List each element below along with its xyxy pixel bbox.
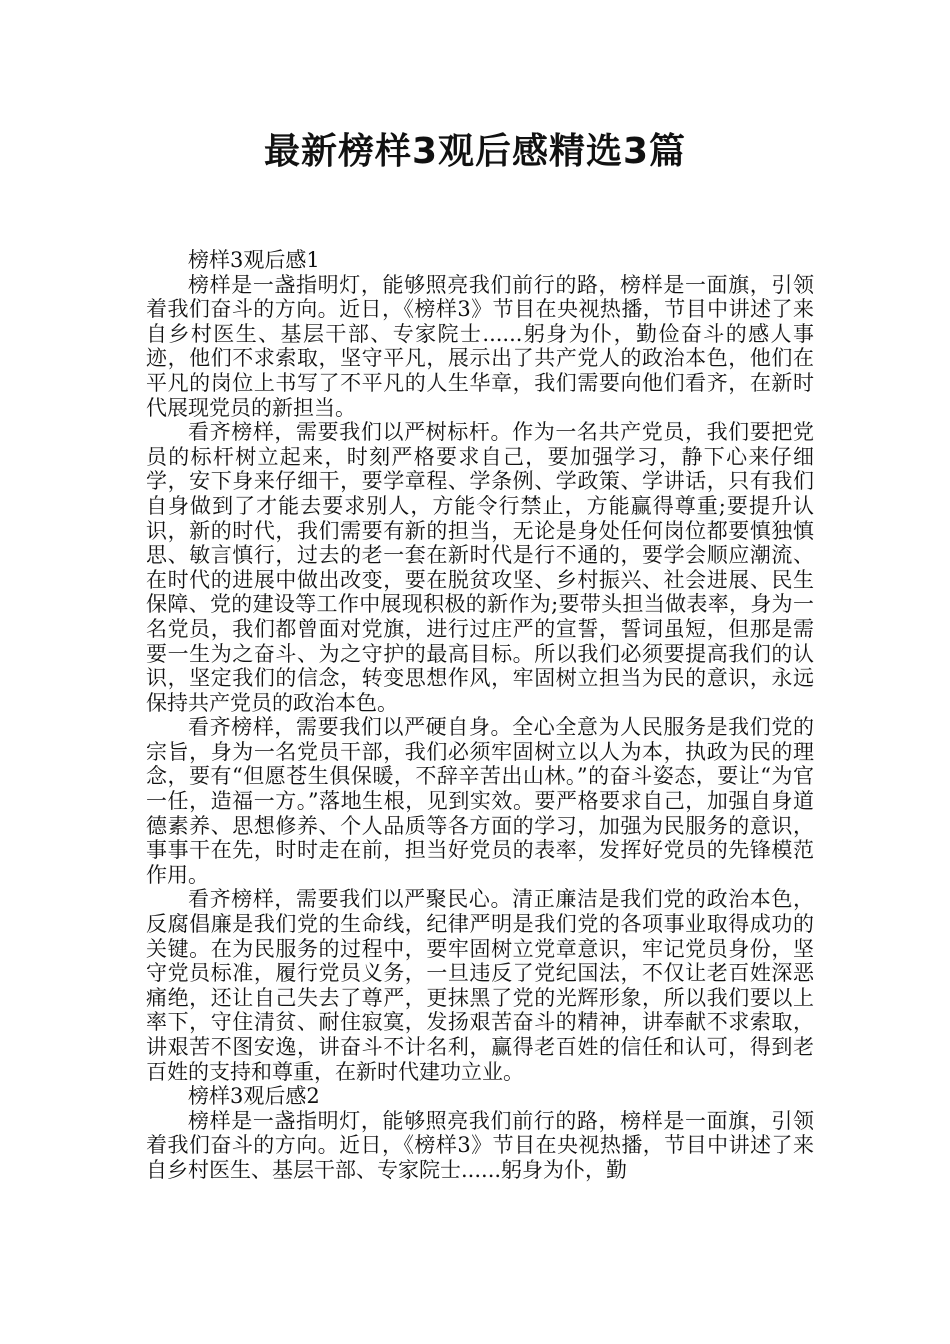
paragraph: 看齐榜样，需要我们以严树标杆。作为一名共产党员，我们要把党员的标杆树立起来，时刻严格要求自己，要加强学习，静下心来仔细学，安下身来仔细干，要学章程、学条例、学政策、学讲话，只有我们自身做到了才能去要求别人，方能令行禁止，方能赢得尊重;要提升认识，新的时代，我们需要有新的担当，无论是身处任何岗位都要慎独慎思、敏言慎行，过去的老一套在新时代是行不通的，要学会顺应潮流、在时代的进展中做出改变，要在脱贫攻坚、乡村振兴、社会进展、民生保障、党的建设等工作中展现积极的新作为;要带头担当做表率，身为一名党员，我们都曾面对党旗，进行过庄严的宣誓，誓词虽短，但那是需要一生为之奋斗、为之守护的最高目标。所以我们必须要提高我们的认识，坚定我们的信念，转变思想作风，牢固树立担当为民的意识，永远保持共产党员的政治本色。	[146, 420, 814, 715]
paragraph: 榜样是一盏指明灯，能够照亮我们前行的路，榜样是一面旗，引领着我们奋斗的方向。近日，《榜样3》节目在央视热播，节目中讲述了来自乡村医生、基层干部、专家院士......躬身为仆，勤俭奋斗的感人事迹，他们不求索取，坚守平凡，展示出了共产党人的政治本色，他们在平凡的岗位上书写了不平凡的人生华章，我们需要向他们看齐，在新时代展现党员的新担当。	[146, 272, 814, 420]
paragraph: 看齐榜样，需要我们以严聚民心。清正廉洁是我们党的政治本色，反腐倡廉是我们党的生命线，纪律严明是我们党的各项事业取得成功的关键。在为民服务的过程中，要牢固树立党章意识，牢记党员身份，坚守党员标准，履行党员义务，一旦违反了党纪国法，不仅让老百姓深恶痛绝，还让自己失去了尊严，更抹黑了党的光辉形象，所以我们要以上率下，守住清贫、耐住寂寞，发扬艰苦奋斗的精神，讲奉献不求索取，讲艰苦不图安逸，讲奋斗不计名利，赢得老百姓的信任和认可，得到老百姓的支持和尊重，在新时代建功立业。	[146, 887, 814, 1084]
document-title: 最新榜样3观后感精选3篇	[263, 131, 687, 172]
section-heading-1: 榜样3观后感1	[188, 248, 320, 272]
paragraph: 看齐榜样，需要我们以严硬自身。全心全意为人民服务是我们党的宗旨，身为一名党员干部，我们必须牢固树立以人为本，执政为民的理念，要有“但愿苍生俱保暖，不辞辛苦出山林。”的奋斗姿态，要让“为官一任，造福一方。”落地生根，见到实效。要严格要求自己，加强自身道德素养、思想修养、个人品质等各方面的学习，加强为民服务的意识，事事干在先，时时走在前，担当好党员的表率，发挥好党员的先锋模范作用。	[146, 715, 814, 887]
document-body	[146, 248, 814, 1183]
paragraph: 榜样是一盏指明灯，能够照亮我们前行的路，榜样是一面旗，引领着我们奋斗的方向。近日，《榜样3》节目在央视热播，节目中讲述了来自乡村医生、基层干部、专家院士......躬身为仆，勤	[146, 1108, 814, 1182]
section-heading-2: 榜样3观后感2	[188, 1084, 320, 1109]
